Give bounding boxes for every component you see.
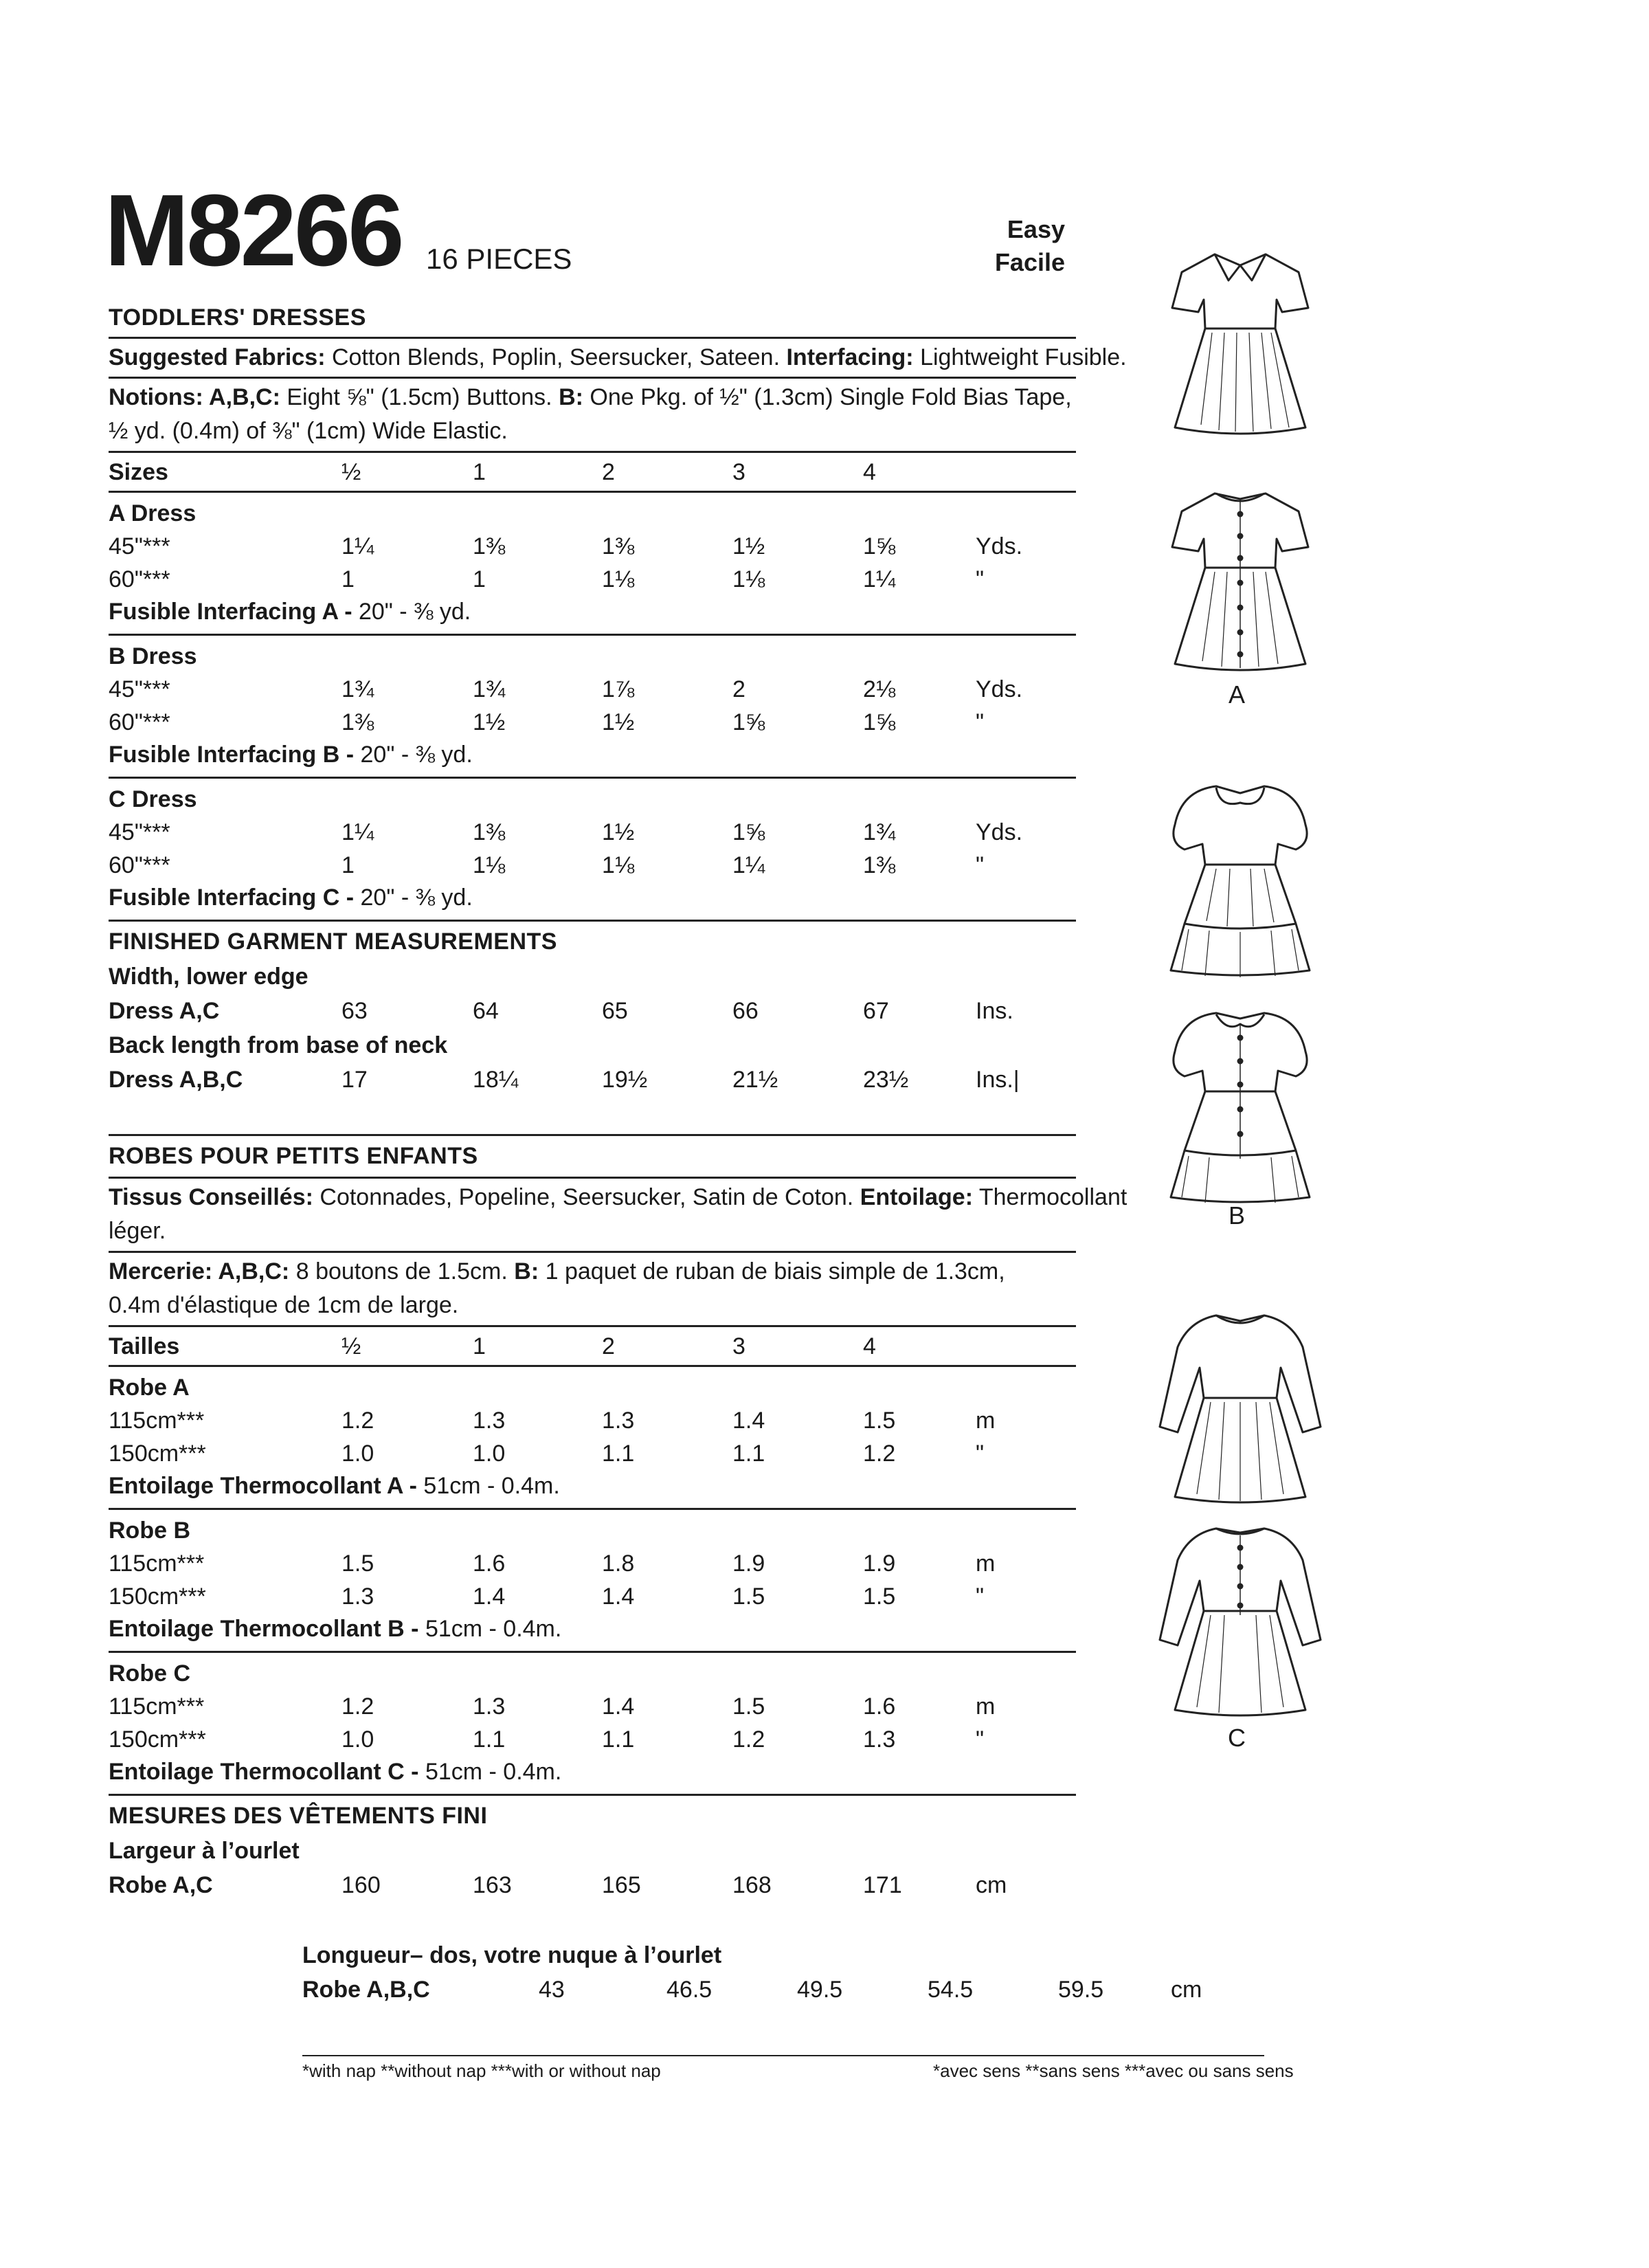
dress-c-front-sketch (1141, 1306, 1340, 1512)
footer-divider (302, 2055, 1264, 2056)
interfacing-requirement: Fusible Interfacing B - 20" - ⅜ yd. (109, 742, 473, 768)
measurement-label: Longueur– dos, votre nuque à l’ourlet (302, 1942, 722, 1968)
divider (109, 1325, 1076, 1327)
footnote-en: *with nap **without nap ***with or without nap (302, 2060, 661, 2081)
difficulty-en: Easy (1007, 215, 1065, 243)
english-title: TODDLERS' DRESSES (109, 304, 366, 331)
dress-a-front-sketch (1161, 245, 1319, 444)
interfacing-requirement: Fusible Interfacing C - 20" - ⅜ yd. (109, 885, 473, 911)
measurements-title: FINISHED GARMENT MEASUREMENTS (109, 929, 557, 955)
french-title: ROBES POUR PETITS ENFANTS (109, 1143, 478, 1169)
dress-name: Robe A (109, 1375, 190, 1401)
interfacing-requirement: Entoilage Thermocollant C - 51cm - 0.4m. (109, 1759, 562, 1785)
dress-c-back-sketch (1141, 1519, 1340, 1725)
divider (109, 1251, 1076, 1253)
dress-name: C Dress (109, 786, 197, 812)
measurement-label: Largeur à l’ourlet (109, 1838, 300, 1864)
dress-a-back-sketch (1161, 481, 1319, 680)
divider (109, 634, 1076, 636)
measurement-label: Width, lower edge (109, 964, 309, 990)
dress-name: Robe C (109, 1660, 190, 1687)
divider (109, 1177, 1076, 1179)
suggested-fabrics-fr: Tissus Conseillés: Cotonnades, Popeline, Seersucker, Satin de Coton. Entoilage: Thermocollant léger. (109, 1184, 1128, 1245)
measurement-label: Back length from base of neck (109, 1032, 448, 1058)
divider (109, 491, 1076, 493)
divider (109, 1508, 1076, 1510)
dress-name: A Dress (109, 500, 197, 526)
view-label-a: A (1228, 680, 1245, 709)
divider (109, 377, 1076, 379)
pattern-number: M8266 (104, 174, 402, 287)
dress-name: B Dress (109, 643, 197, 669)
interfacing-requirement: Fusible Interfacing A - 20" - ⅜ yd. (109, 599, 471, 625)
difficulty-level (948, 213, 1065, 279)
interfacing-requirement: Entoilage Thermocollant A - 51cm - 0.4m. (109, 1473, 560, 1499)
footnote-fr: *avec sens **sans sens ***avec ou sans sens (933, 2060, 1294, 2081)
dress-b-front-sketch (1161, 777, 1319, 983)
divider (109, 1794, 1076, 1796)
dress-name: Robe B (109, 1517, 190, 1544)
divider (109, 777, 1076, 779)
measurements-title-fr: MESURES DES VÊTEMENTS FINI (109, 1803, 488, 1829)
divider (109, 451, 1076, 453)
view-label-b: B (1228, 1201, 1245, 1230)
divider (109, 337, 1076, 339)
dress-b-back-sketch (1161, 1003, 1319, 1210)
piece-count: 16 PIECES (426, 243, 572, 275)
divider (109, 1651, 1076, 1653)
divider (109, 1134, 1076, 1136)
suggested-fabrics: Suggested Fabrics: Cotton Blends, Poplin, Seersucker, Sateen. Interfacing: Lightweight Fusible. (109, 344, 1127, 370)
notions: Notions: A,B,C: Eight ⅝" (1.5cm) Buttons. B: One Pkg. of ½" (1.3cm) Single Fold Bias Tape, ½ yd. (0.4m) of ⅜" (1cm) Wide Elastic. (109, 384, 1072, 445)
difficulty-fr: Facile (994, 247, 1065, 276)
view-label-c: C (1228, 1724, 1246, 1752)
divider (109, 1365, 1076, 1367)
notions-fr: Mercerie: A,B,C: 8 boutons de 1.5cm. B: 1 paquet de ruban de biais simple de 1.3cm, 0.4m d'élastique de 1cm de large. (109, 1258, 1005, 1319)
interfacing-requirement: Entoilage Thermocollant B - 51cm - 0.4m. (109, 1616, 562, 1642)
divider (109, 920, 1076, 922)
